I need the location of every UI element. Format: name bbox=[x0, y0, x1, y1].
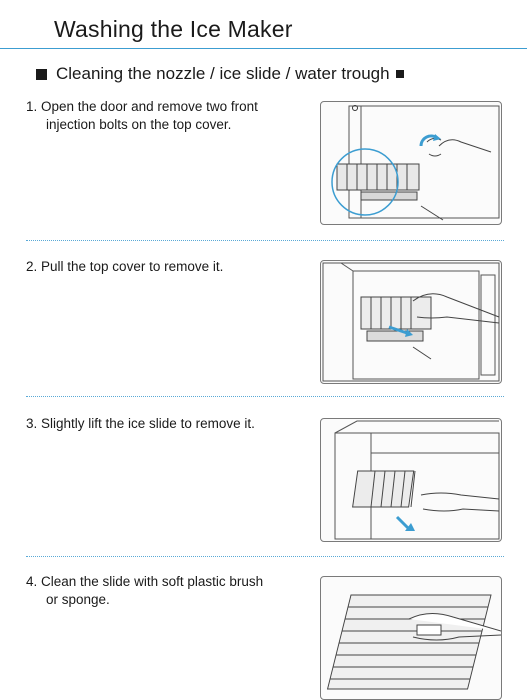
ice-slide-lift-illustration bbox=[321, 419, 501, 541]
step-3-text bbox=[26, 415, 255, 433]
step-4-illustration bbox=[320, 576, 502, 700]
step-separator bbox=[26, 240, 504, 241]
step-1-line-2: injection bolts on the top cover. bbox=[46, 117, 232, 132]
step-2-line-1: 2. Pull the top cover to remove it. bbox=[26, 259, 224, 274]
section-heading-text: Cleaning the nozzle / ice slide / water trough bbox=[56, 64, 390, 83]
step-separator bbox=[26, 556, 504, 557]
step-2-text bbox=[26, 258, 223, 276]
step-1-illustration bbox=[320, 101, 502, 225]
step-2-illustration bbox=[320, 260, 502, 384]
step-3-illustration bbox=[320, 418, 502, 542]
bullet-square-icon bbox=[36, 69, 47, 80]
step-4-text bbox=[26, 573, 263, 609]
step-3-line-1: 3. Slightly lift the ice slide to remove it. bbox=[26, 416, 255, 431]
ice-maker-bolts-illustration bbox=[321, 102, 501, 224]
step-4-line-2: or sponge. bbox=[46, 592, 110, 607]
page-title: Washing the Ice Maker bbox=[54, 16, 293, 42]
step-1-text bbox=[26, 98, 258, 134]
bullet-square-icon bbox=[396, 70, 404, 78]
slide-cleaning-illustration bbox=[321, 577, 501, 699]
step-4-line-1: 4. Clean the slide with soft plastic brush bbox=[26, 574, 264, 589]
step-separator bbox=[26, 396, 504, 397]
step-1-line-1: 1. Open the door and remove two front bbox=[26, 99, 258, 114]
title-divider bbox=[0, 48, 527, 49]
top-cover-removal-illustration bbox=[321, 261, 501, 383]
section-heading bbox=[36, 64, 404, 84]
